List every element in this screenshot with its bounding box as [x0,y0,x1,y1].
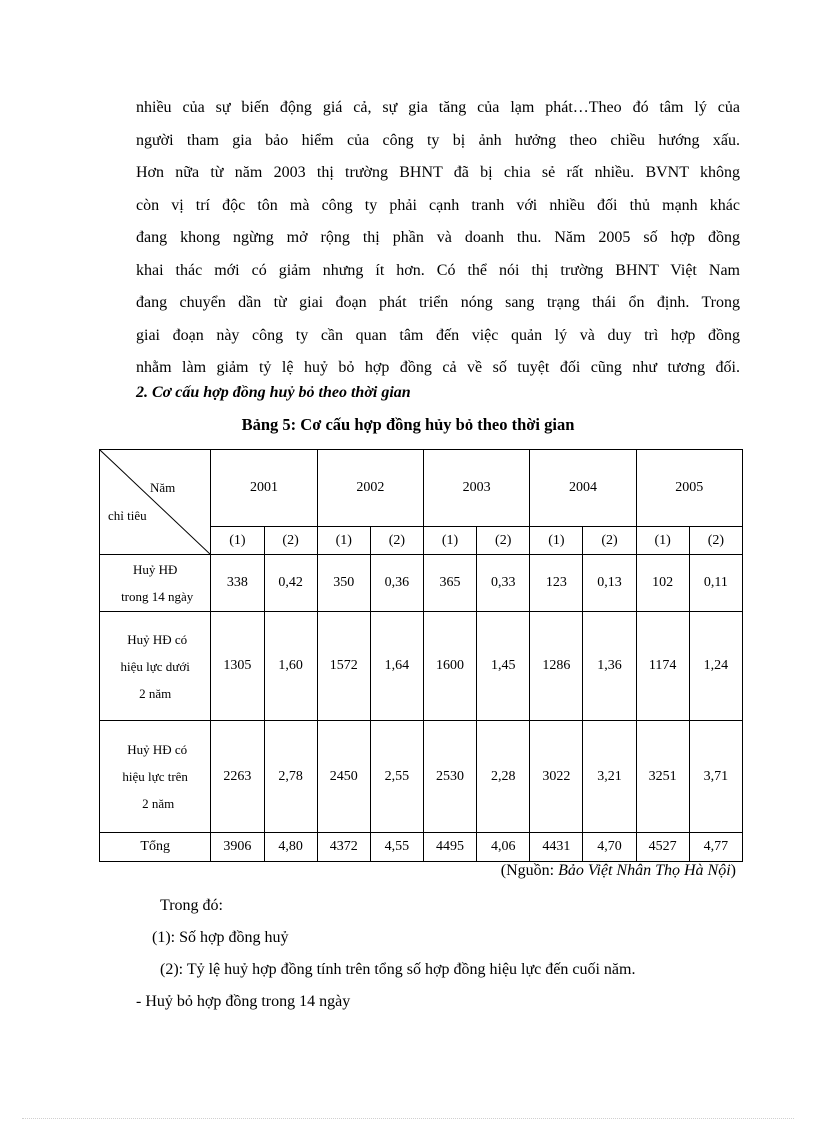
sub-header-count: (1) [317,527,370,555]
corner-year-label: Năm [150,480,176,495]
value-cell: 2450 [317,721,370,833]
table-source [501,862,736,880]
value-cell: 4,06 [477,833,530,862]
value-cell: 0,42 [264,555,317,612]
total-row [100,833,743,862]
value-cell: 1,64 [370,612,423,721]
paragraph-line: đang chuyển dần từ giai đoạn phát triển nóng sang trạng thái ổn định. Trong [136,294,740,311]
value-cell: 1,36 [583,612,636,721]
value-cell: 1174 [636,612,689,721]
paragraph-line: nhằm làm giảm tỷ lệ huỷ bỏ hợp đồng cả về số tuyệt đối cũng như tương đối. [136,359,740,376]
note-count: (1): Số hợp đồng huỷ [152,929,289,946]
value-cell: 2263 [211,721,264,833]
row-label-line: trong 14 ngày [121,589,194,604]
paragraph-line: người tham gia bảo hiểm của công ty bị ảnh hưởng theo chiều hướng xấu. [136,131,740,149]
sub-header-rate: (2) [477,527,530,555]
note-rate: (2): Tỷ lệ huỷ hợp đồng tính trên tổng số hợp đồng hiệu lực đến cuối năm. [160,961,636,978]
paragraph-line: Hơn nữa từ năm 2003 thị trường BHNT đã bị chia sẻ rất nhiều. BVNT không [136,164,740,181]
value-cell: 2,78 [264,721,317,833]
row-label-line: Huỷ HĐ có [127,742,188,757]
year-header-cell: 2003 [423,450,529,527]
year-header-cell: 2001 [211,450,317,527]
value-cell: 4,55 [370,833,423,862]
table-row [100,555,743,612]
value-cell: 365 [423,555,476,612]
table-row [100,612,743,721]
corner-indicator-label: chỉ tiêu [108,508,147,523]
row-label [100,555,211,612]
row-label-line: 2 năm [142,796,175,811]
paragraph-line: còn vị trí độc tôn mà công ty phải cạnh tranh với nhiều đối thủ mạnh khác [136,196,740,214]
value-cell: 3251 [636,721,689,833]
value-cell: 102 [636,555,689,612]
value-cell: 2,55 [370,721,423,833]
value-cell: 1,45 [477,612,530,721]
sub-header-rate: (2) [689,527,742,555]
section-heading: 2. Cơ cấu hợp đồng huỷ bỏ theo thời gian [136,384,411,401]
row-label-line: Huỷ HĐ [132,562,178,577]
value-cell: 4495 [423,833,476,862]
year-header-cell: 2002 [317,450,423,527]
value-cell: 1286 [530,612,583,721]
value-cell: 123 [530,555,583,612]
row-label-line: hiệu lực dưới [120,658,190,674]
source-name: Bảo Việt Nhân Thọ Hà Nội [558,862,731,879]
value-cell: 3022 [530,721,583,833]
row-label-line: hiệu lực trên [122,769,188,784]
diagonal-line [100,450,211,555]
corner-header-cell [100,450,211,555]
sub-header-count: (1) [423,527,476,555]
value-cell: 3,71 [689,721,742,833]
value-cell: 4,77 [689,833,742,862]
value-cell: 4431 [530,833,583,862]
value-cell: 338 [211,555,264,612]
sub-header-count: (1) [530,527,583,555]
value-cell: 1572 [317,612,370,721]
value-cell: 4372 [317,833,370,862]
value-cell: 2530 [423,721,476,833]
row-label-line: 2 năm [139,685,172,701]
notes-intro: Trong đó: [160,897,223,914]
row-label [100,721,211,833]
value-cell: 350 [317,555,370,612]
page-bottom-rule [22,1118,794,1119]
value-cell: 1,24 [689,612,742,721]
paragraph-line: giai đoạn này công ty cần quan tâm đến việc quản lý và duy trì hợp đồng [136,326,740,344]
value-cell: 0,13 [583,555,636,612]
paragraph-line: đang khong ngừng mở rộng thị phần và doanh thu. Năm 2005 số hợp đồng [136,229,740,246]
value-cell: 3,21 [583,721,636,833]
row-label [100,612,211,721]
year-header-cell: 2005 [636,450,742,527]
value-cell: 4,80 [264,833,317,862]
sub-header-rate: (2) [264,527,317,555]
value-cell: 0,33 [477,555,530,612]
value-cell: 1600 [423,612,476,721]
sub-header-rate: (2) [583,527,636,555]
cancellation-table [99,449,743,862]
paragraph-line: khai thác mới có giảm nhưng ít hơn. Có thể nói thị trường BHNT Việt Nam [136,261,740,279]
value-cell: 0,11 [689,555,742,612]
value-cell: 0,36 [370,555,423,612]
body-paragraph [136,92,740,385]
row-label-line: Huỷ HĐ có [127,631,188,647]
table-row [100,721,743,833]
sub-header-count: (1) [211,527,264,555]
source-prefix: (Nguồn: [500,862,559,879]
value-cell: 4,70 [583,833,636,862]
value-cell: 1,60 [264,612,317,721]
table-caption: Bảng 5: Cơ cấu hợp đồng hủy bỏ theo thời gian [241,415,575,434]
sub-header-count: (1) [636,527,689,555]
value-cell: 4527 [636,833,689,862]
source-suffix: ) [730,862,736,879]
paragraph-line: nhiều của sự biến động giá cả, sự gia tăng của lạm phát…Theo đó tâm lý của [136,99,740,116]
sub-header-rate: (2) [370,527,423,555]
value-cell: 1305 [211,612,264,721]
year-header-cell: 2004 [530,450,636,527]
value-cell: 2,28 [477,721,530,833]
total-label: Tổng [100,833,211,862]
value-cell: 3906 [211,833,264,862]
year-header-row [100,450,743,527]
bullet-heading: - Huỷ bỏ hợp đồng trong 14 ngày [136,993,351,1010]
